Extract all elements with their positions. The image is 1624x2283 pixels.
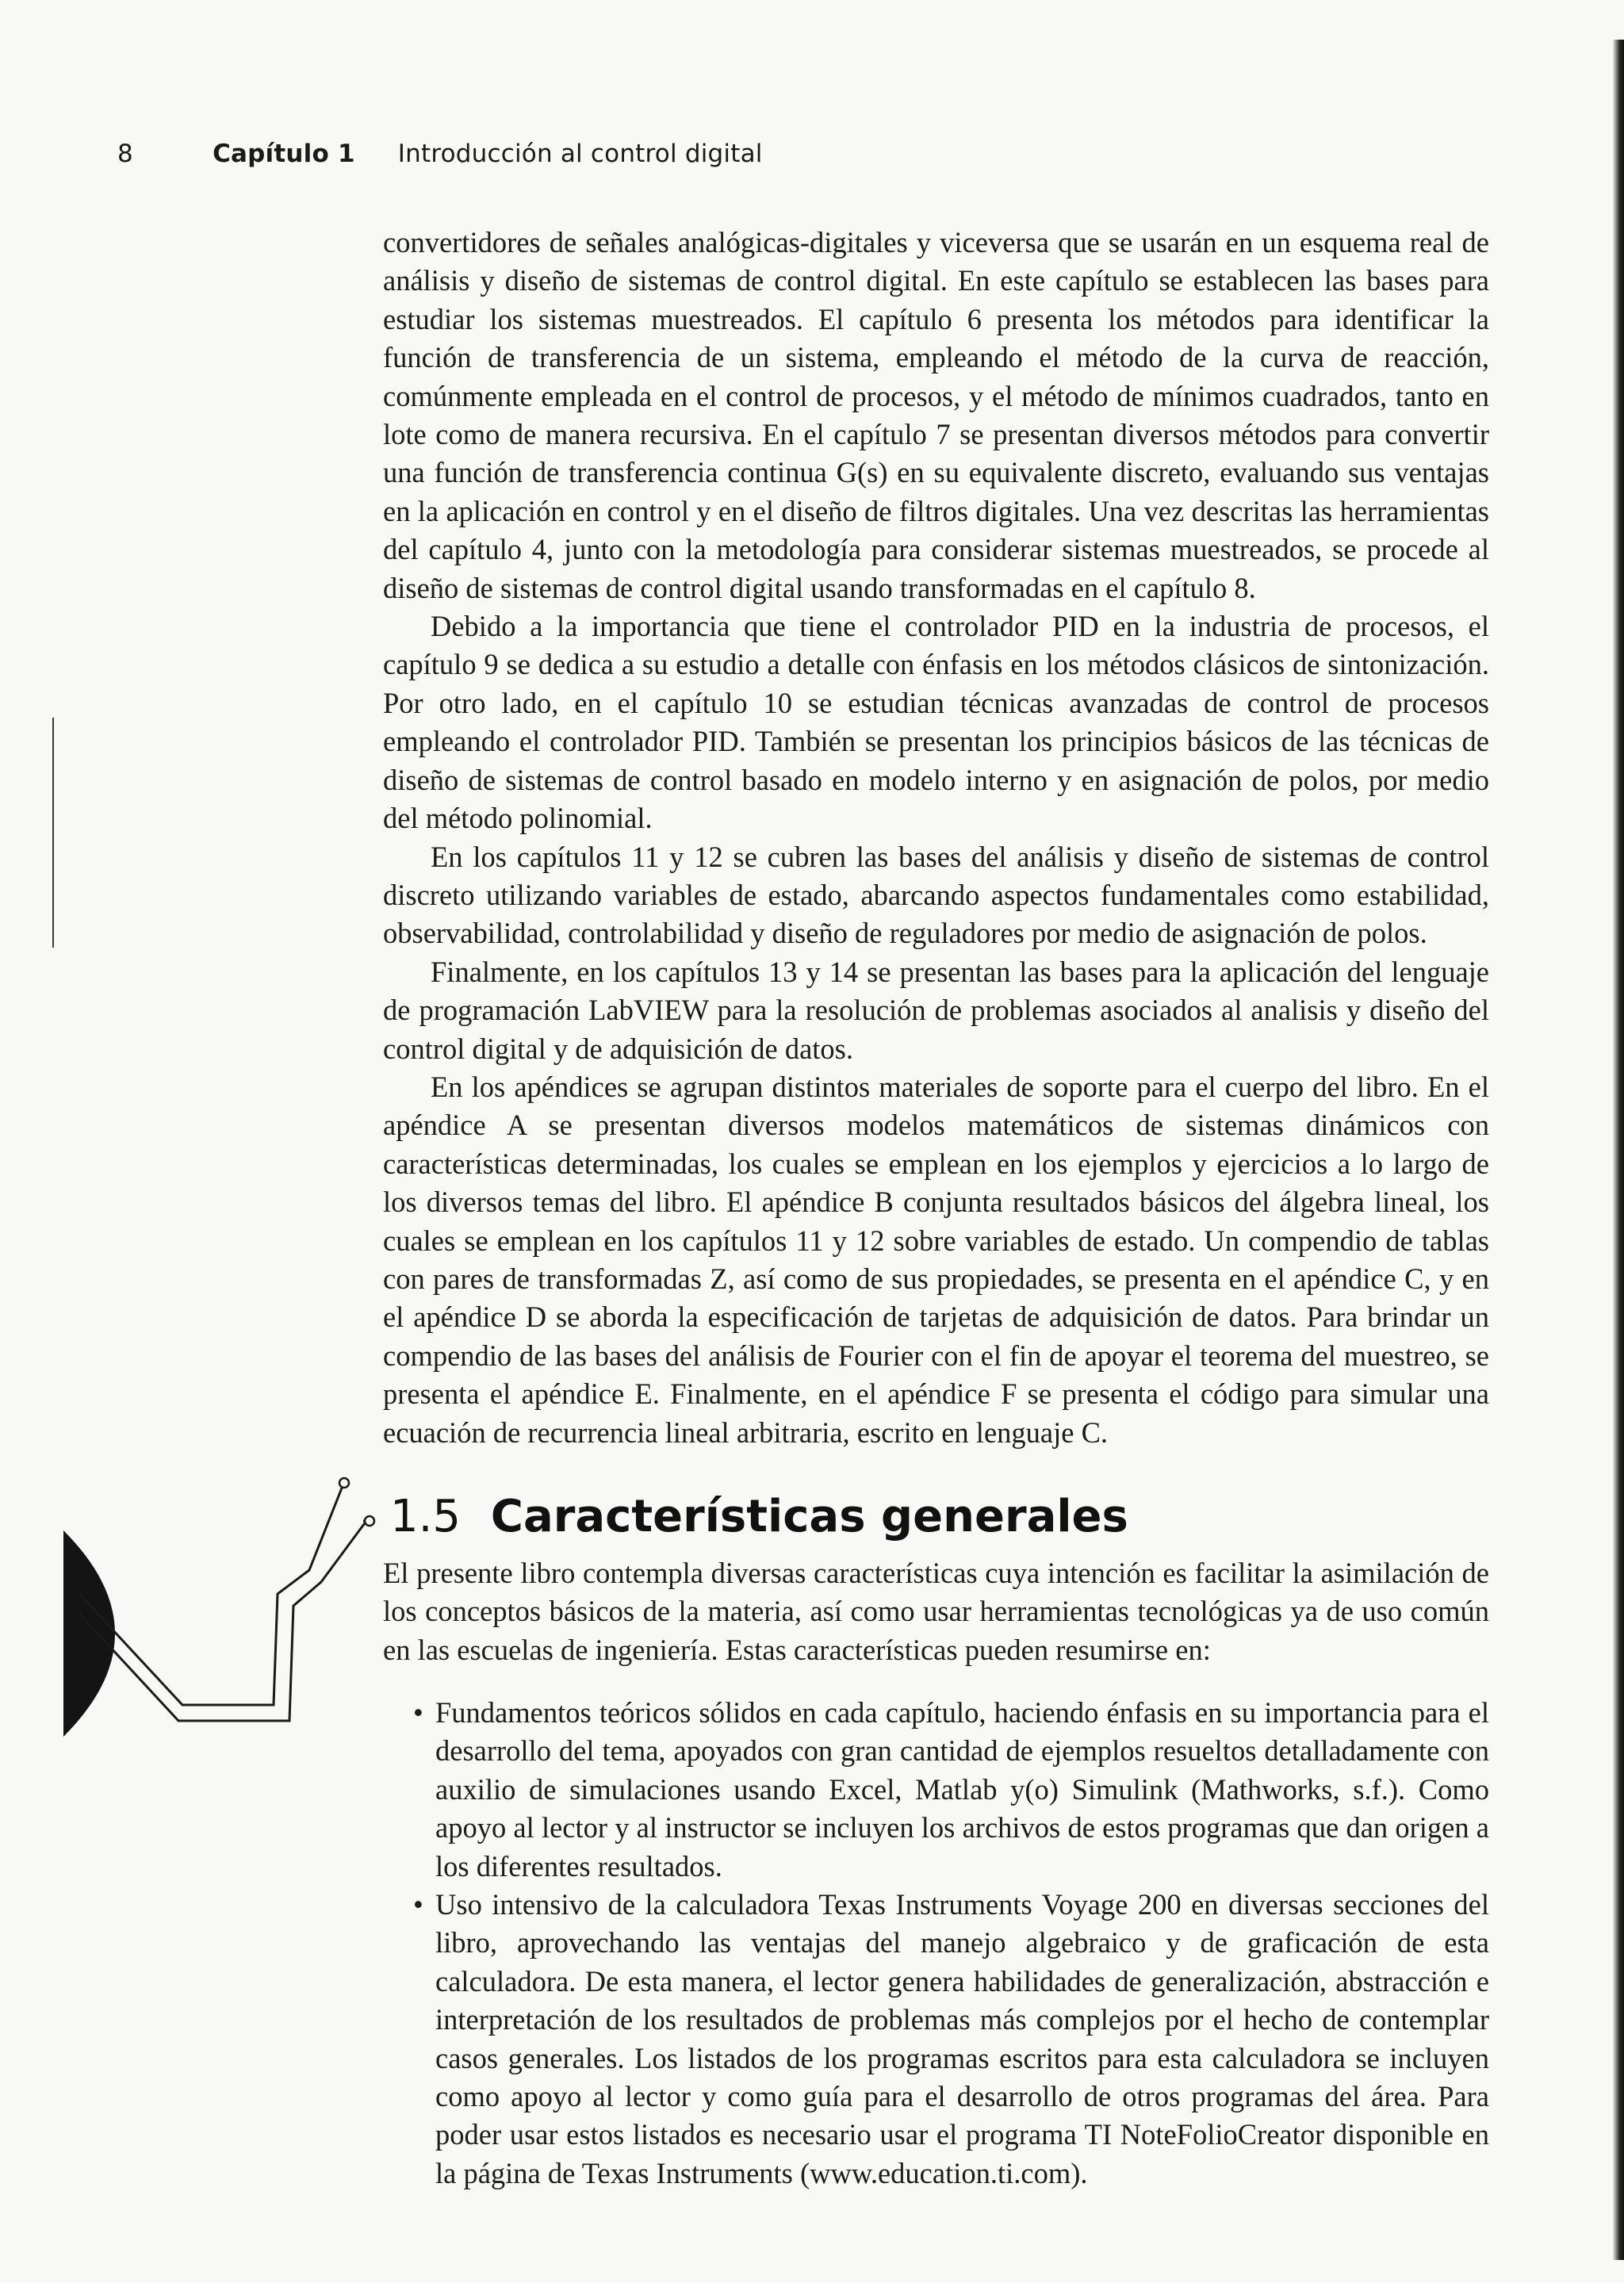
bullet-icon: • (413, 1696, 423, 1729)
paragraph: Finalmente, en los capítulos 13 y 14 se presentan las bases para la aplicación del lenguaje de programación LabVIEW para la resolución de problemas asociados al analisis y diseño del control digital y de adquisición de datos. (383, 955, 1489, 1065)
list-item (383, 1694, 1489, 1886)
section-title: Características generales (490, 1491, 1128, 1542)
section-heading (390, 1491, 1128, 1542)
list-item-text: Uso intensivo de la calculadora Texas Instruments Voyage 200 en diversas secciones del libro, aprovechando las ventajas del manejo algebraico y de graficación de esta calculadora. De esta manera, el lector genera habilidades de generalización, abstracción e interpretación de los resultados de problemas más complejos por el hecho de contemplar casos generales. Los listados de los programas escritos para esta calculadora se incluyen como apoyo al lector y como guía para el desarrollo de otros programas del área. Para poder usar estos listados es necesario usar el programa TI NoteFolioCreator disponible en la página de Texas Instruments (www.education.ti.com). (435, 1888, 1489, 2189)
paragraph: En los capítulos 11 y 12 se cubren las bases del análisis y diseño de sistemas de control discreto utilizando variables de estado, abarcando aspectos fundamentales como estabilidad, observabilidad, controlabilidad y diseño de reguladores por medio de asignación de polos. (383, 840, 1489, 950)
paragraph: convertidores de señales analógicas-digitales y viceversa que se usarán en un esquema real de análisis y diseño de sistemas de control digital. En este capítulo se establecen las bases para estudiar los sistemas muestreados. El capítulo 6 presenta los métodos para identificar la función de transferencia de un sistema, empleando el método de la curva de reacción, comúnmente empleada en el control de procesos, y el método de mínimos cuadrados, tanto en lote como de manera recursiva. En el capítulo 7 se presentan diversos métodos para convertir una función de transferencia continua G(s) en su equivalente discreto, evaluando sus ventajas en la aplicación en control y en el diseño de filtros digitales. Una vez descritas las herramientas del capítulo 4, junto con la metodología para considerar sistemas muestreados, se procede al diseño de sistemas de control digital usando transformadas en el capítulo 8. (383, 226, 1489, 604)
chapter-label: Capítulo 1 (213, 140, 355, 168)
paragraph: El presente libro contempla diversas características cuya intención es facilitar la asimilación de los conceptos básicos de la materia, así como usar herramientas tecnológicas ya de uso común en las escuelas de ingeniería. Estas características pueden resumirse en: (383, 1557, 1489, 1666)
paragraph: En los apéndices se agrupan distintos materiales de soporte para el cuerpo del libro. En el apéndice A se presentan diversos modelos matemáticos de sistemas dinámicos con características determinadas, los cuales se emplean en los ejemplos y ejercicios a lo largo de los diversos temas del libro. El apéndice B conjunta resultados básicos del álgebra lineal, los cuales se emplean en los capítulos 11 y 12 sobre variables de estado. Un compendio de tablas con pares de transformadas Z, así como de sus propiedades, se presenta en el apéndice C, y en el apéndice D se aborda la especificación de tarjetas de adquisición de datos. Para brindar un compendio de las bases del análisis de Fourier con el fin de apoyar el teorema del muestreo, se presenta el apéndice E. Finalmente, en el apéndice F se presenta el código para simular una ecuación de recurrencia lineal arbitraria, escrito en lenguaje C. (383, 1070, 1489, 1449)
section-intro (383, 1554, 1489, 1669)
body-text (383, 224, 1489, 1452)
margin-rule (52, 718, 54, 948)
list-item-text: Fundamentos teóricos sólidos en cada capítulo, haciendo énfasis en su importancia para el desarrollo del tema, apoyados con gran cantidad de ejemplos resueltos detalladamente con auxilio de simulaciones usando Excel, Matlab y(o) Simulink (Mathworks, s.f.). Como apoyo al lector y al instructor se incluyen los archivos de estos programas que dan origen a los diferentes resultados. (435, 1696, 1489, 1883)
binding-shadow (1613, 40, 1624, 2260)
feature-list (383, 1694, 1489, 2193)
section-number: 1.5 (390, 1491, 462, 1542)
list-item (383, 1886, 1489, 2193)
circuit-trace-decoration-icon (0, 1475, 381, 1745)
bullet-icon: • (413, 1888, 423, 1921)
chapter-title: Introducción al control digital (397, 140, 763, 168)
page-number: 8 (117, 140, 133, 168)
paragraph: Debido a la importancia que tiene el controlador PID en la industria de procesos, el capítulo 9 se dedica a su estudio a detalle con énfasis en los métodos clásicos de sintonización. Por otro lado, en el capítulo 10 se estudian técnicas avanzadas de control de procesos empleando el controlador PID. También se presentan los principios básicos de las técnicas de diseño de sistemas de control basado en modelo interno y en asignación de polos, por medio del método polinomial. (383, 610, 1489, 835)
running-header (117, 140, 763, 168)
